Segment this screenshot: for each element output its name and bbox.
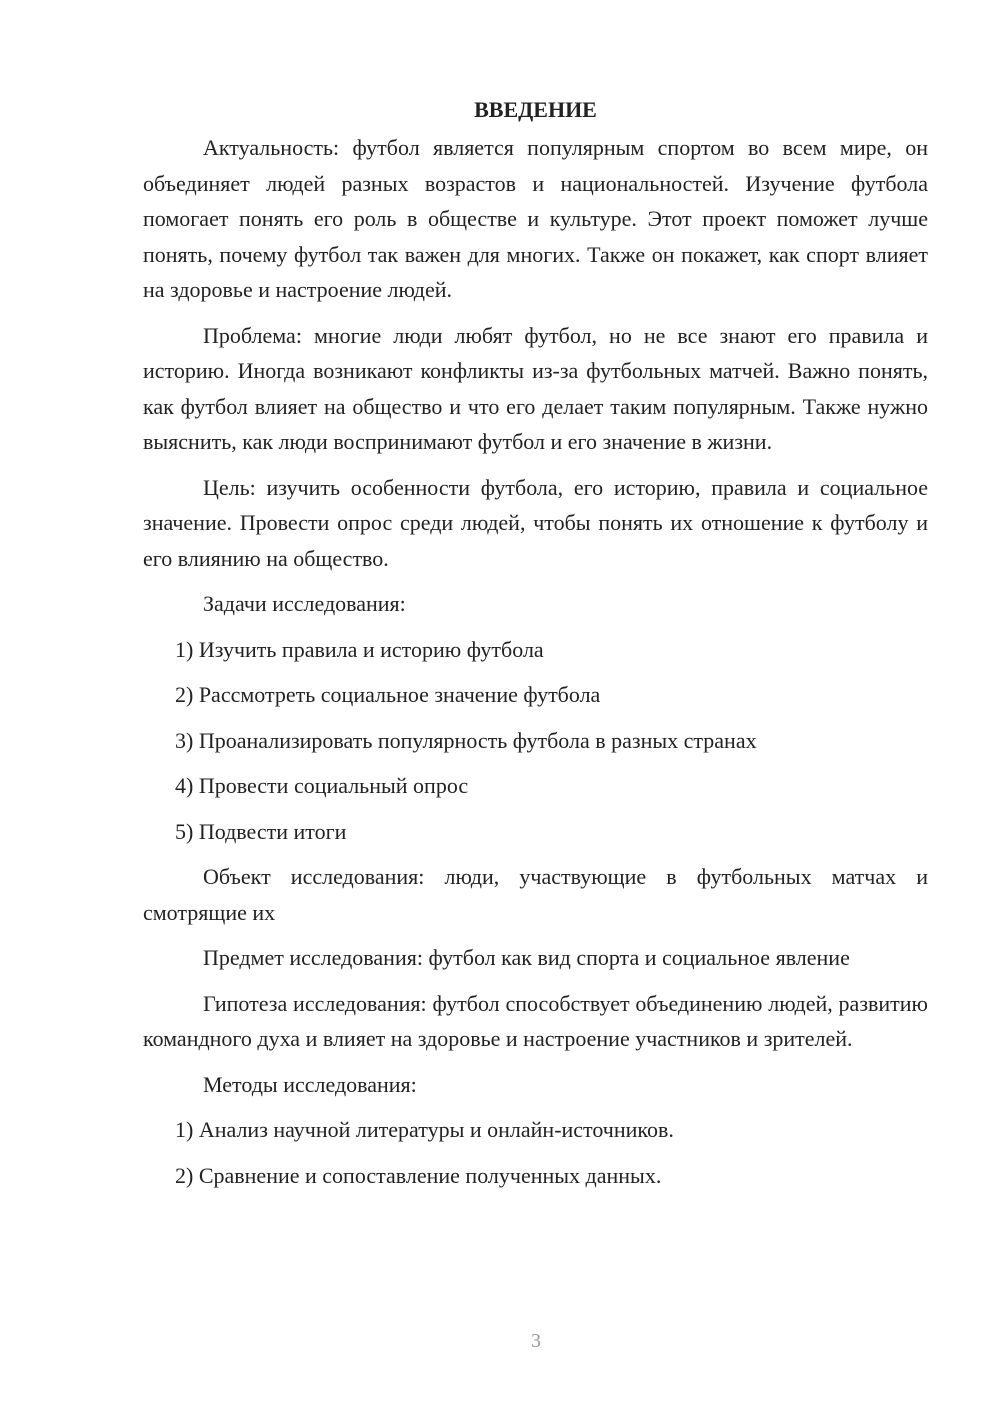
list-item: 5) Подвести итоги [175,818,347,844]
object-paragraph: Объект исследования: люди, участвующие в футбольных матчах и смотрящие их [143,864,928,925]
subject-paragraph: Предмет исследования: футбол как вид спорта и социальное явление [203,945,850,970]
document-page [143,92,928,1203]
page-number: 3 [531,1330,541,1352]
relevance-paragraph: Актуальность: футбол является популярным спортом во всем мире, он объединяет людей разных возрастов и национальностей. Изучение футбола помогает понять его роль в обществе и культуре. Этот проект поможет лучше понять, почему футбол так важен для многих. Также он покажет, как спорт влияет на здоровье и настроение людей. [143,135,928,302]
methods-heading: Методы исследования: [203,1071,417,1097]
list-item: 1) Изучить правила и историю футбола [175,636,544,662]
list-item: 2) Сравнение и сопоставление полученных данных. [175,1162,662,1188]
list-item: 4) Провести социальный опрос [175,773,469,798]
goal-paragraph: Цель: изучить особенности футбола, его историю, правила и социальное значение. Провести опрос среди людей, чтобы понять их отношение к футболу и его влиянию на общество. [143,474,928,571]
tasks-heading: Задачи исследования: [203,591,406,616]
hypothesis-paragraph: Гипотеза исследования: футбол способствует объединению людей, развитию командного духа и влияет на здоровье и настроение участников и зрителей. [143,990,928,1051]
list-item: 3) Проанализировать популярность футбола в разных странах [175,727,757,753]
list-item: 1) Анализ научной литературы и онлайн-источников. [175,1117,674,1142]
tasks-list [143,632,928,850]
section-title: ВВЕДЕНИЕ [474,97,597,122]
methods-list [143,1112,928,1193]
problem-paragraph: Проблема: многие люди любят футбол, но не все знают его правила и историю. Иногда возникают конфликты из-за футбольных матчей. Важно понять, как футбол влияет на общество и что его делает таким популярным. Также нужно выяснить, как люди воспринимают футбол и его значение в жизни. [143,322,928,454]
list-item: 2) Рассмотреть социальное значение футбола [175,682,601,707]
